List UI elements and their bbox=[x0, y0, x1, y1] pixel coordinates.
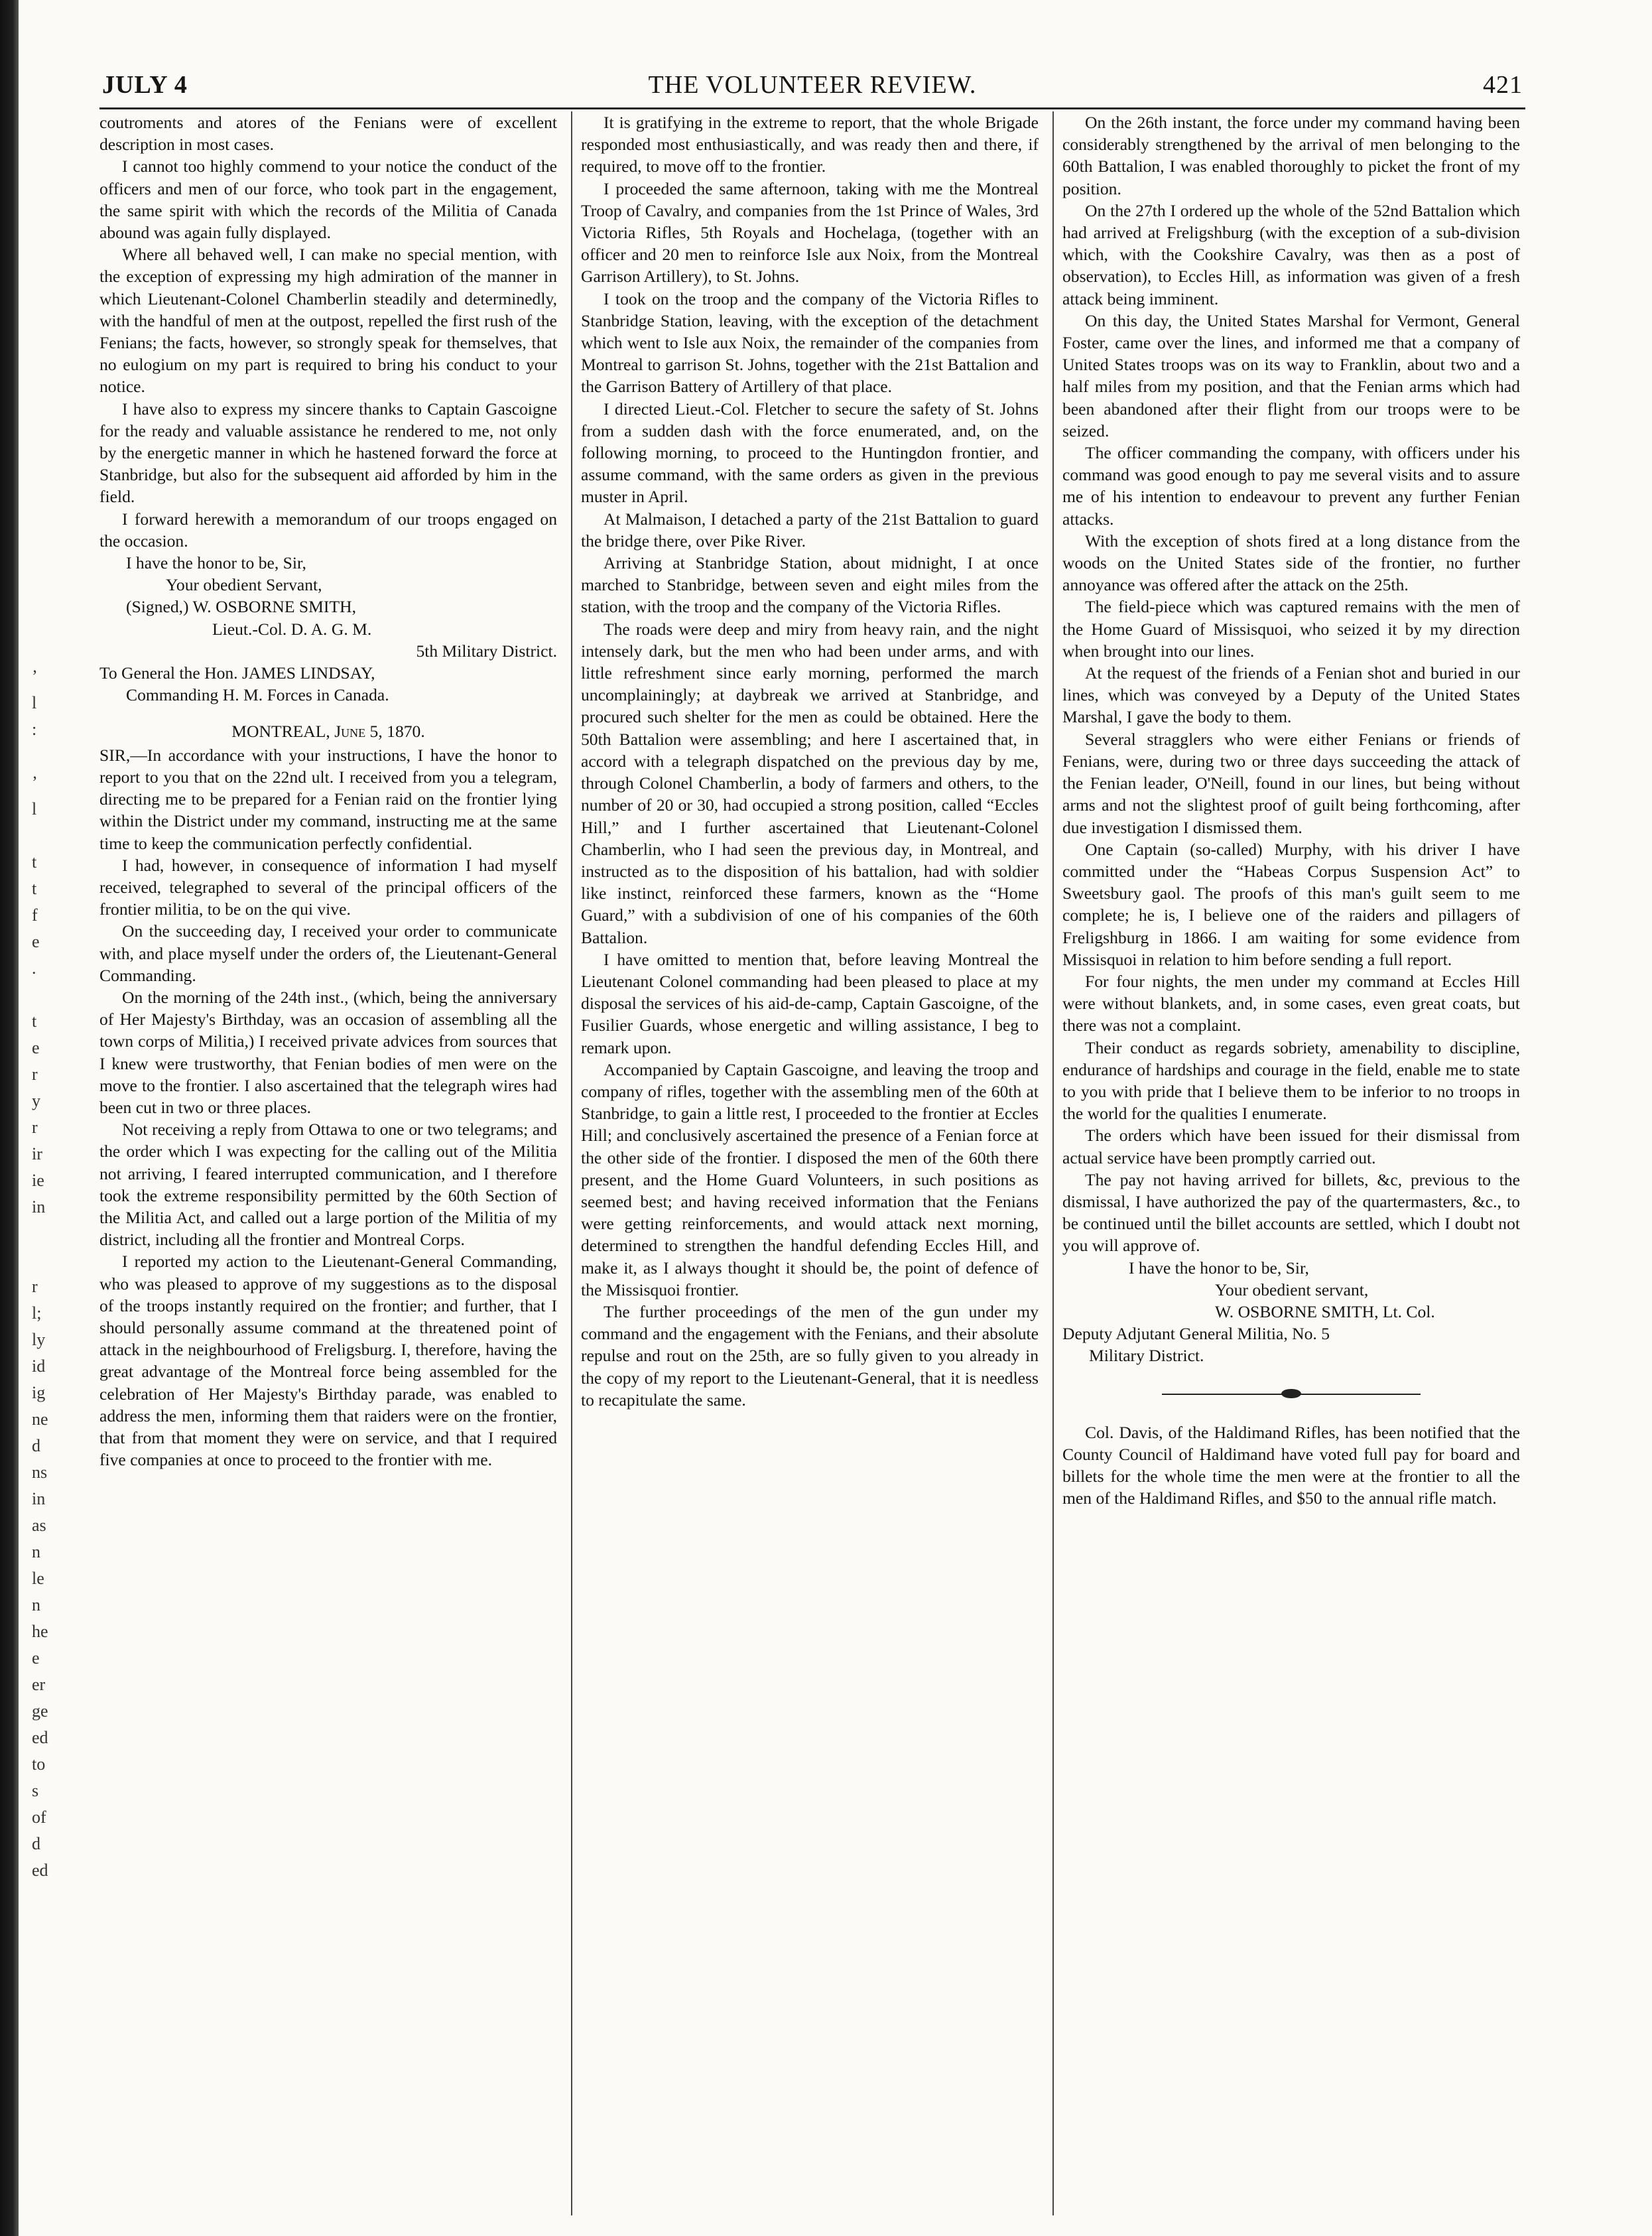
signature-line: Your obedient Servant, bbox=[166, 575, 322, 595]
paragraph: I proceeded the same afternoon, taking with me the Montreal Troop of Cavalry, and companies from the 1st Prince of Wales, 3rd Victoria Rifles, 5th Royals and Hochelaga, (together with an officer and 20 men to reinforce Isle aux Noix, from the Montreal Garrison Artillery), to St. Johns. bbox=[581, 178, 1039, 287]
margin-fragment: as bbox=[32, 1516, 46, 1535]
margin-fragment: to bbox=[32, 1754, 46, 1774]
margin-fragment bbox=[32, 1220, 105, 1247]
paragraph: On the morning of the 24th inst., (which, being the anniversary of Her Majesty's Birthday, was an occasion of assembling all the town corps of Militia,) I received private advices from sources that I knew were trustworthy, that Fenian bodies of men were on the move to the frontier. I also ascertained that the telegraph wires had been cut in two or three places. bbox=[99, 987, 557, 1117]
margin-fragment: . bbox=[32, 958, 36, 978]
margin-fragment: l; bbox=[32, 1303, 42, 1323]
publication-title: THE VOLUNTEER REVIEW. bbox=[648, 71, 977, 99]
paragraph: The officer commanding the company, with officers under his command was good enough to pay me several visits and to assure me of his intention to endeavour to prevent any further Fenian attacks. bbox=[1062, 443, 1520, 529]
margin-fragment: y bbox=[32, 1091, 40, 1110]
margin-fragment: le bbox=[32, 1569, 44, 1588]
paragraph: It is gratifying in the extreme to report, that the whole Brigade responded most enthusiastically, and was ready then and there, if required, to move off to the frontier. bbox=[581, 113, 1039, 176]
margin-fragment: ns bbox=[32, 1463, 48, 1482]
paragraph: On the succeeding day, I received your order to communicate with, and place myself under the orders of, the Lieutenant-General Commanding. bbox=[99, 921, 557, 985]
paragraph: At the request of the friends of a Fenian shot and buried in our lines, which was conveyed by a Deputy of the United States Marshal, I gave the body to them. bbox=[1062, 663, 1520, 727]
signature-name: (Signed,) W. OSBORNE SMITH, bbox=[126, 597, 356, 617]
paragraph: I forward herewith a memorandum of our troops engaged on the occasion. bbox=[99, 509, 557, 551]
margin-fragment: n bbox=[32, 1542, 40, 1561]
margin-fragment: id bbox=[32, 1356, 46, 1376]
signature-district: Military District. bbox=[1089, 1346, 1204, 1366]
margin-fragment bbox=[32, 743, 105, 769]
paragraph: The further proceedings of the men of the gun under my command and the engagement with the Fenians, and their absolute repulse and rout on the 25th, are so fully given to you already in the copy of my report to the Lieutenant-General, that it is needless to recapitulate the same. bbox=[581, 1301, 1039, 1410]
paragraph: Several stragglers who were either Fenians or friends of Fenians, were, during two or three days succeeding the attack of the Fenian leader, O'Neill, found in our lines, but being without arms and not the slightest proof of guilt being forthcoming, after due investigation I dismissed them. bbox=[1062, 729, 1520, 837]
paragraph: I directed Lieut.-Col. Fletcher to secure the safety of St. Johns from a sudden dash with the force enumerated, and, on the following morning, to proceed to the Huntingdon frontier, and assume command, with the same orders as given in the previous muster in April. bbox=[581, 399, 1039, 507]
paragraph: The roads were deep and miry from heavy rain, and the night intensely dark, but the men who had been under arms, and with little refreshment since early morning, performed the march uncomplainingly; at daybreak we arrived at Stanbridge, and procured such shelter for the men as could be obtained. Here the 50th Battalion were assembling; and here I ascertained that, in accord with a telegraph dispatched on the previous day by me, through Colonel Chamberlin, a body of farmers and others, to the number of 20 or 30, had occupied a strong position, called “Eccles Hill,” and I further ascertained that Lieutenant-Colonel Chamberlin, who I had seen the previous day, in Montreal, and instructed as to the disposition of his battalion, had with soldier like instinct, reinforced these farmers, known as the “Home Guard,” with a subdivision of one of his companies of the 60th Battalion. bbox=[581, 619, 1039, 947]
paragraph: Their conduct as regards sobriety, amenability to discipline, endurance of hardships and courage in the field, enable me to state to you with pride that I believe them to be inferior to no troops in the world for the qualities I enumerate. bbox=[1062, 1037, 1520, 1124]
margin-fragment: ed bbox=[32, 1861, 48, 1880]
margin-fragment: s bbox=[32, 1781, 39, 1800]
margin-fragment: r bbox=[32, 1118, 38, 1137]
paragraph: On the 26th instant, the force under my command having been considerably strengthened by the arrival of men belonging to the 60th Battalion, I was enabled thoroughly to picket the front of my position. bbox=[1062, 113, 1520, 198]
margin-fragment: he bbox=[32, 1622, 48, 1641]
column-2 bbox=[581, 111, 1039, 2215]
paragraph: Where all behaved well, I can make no special mention, with the exception of expressing my high admiration of the manner in which Lieutenant-Colonel Chamberlin steadily and determinedly, with the handful of men at the outpost, repelled the first rush of the Fenians; the facts, however, so strongly speak for themselves, that no eulogium on my part is required to bring his conduct to your notice. bbox=[99, 245, 557, 397]
margin-fragment: in bbox=[32, 1197, 46, 1217]
margin-fragment: ir bbox=[32, 1144, 42, 1163]
cropped-margin-text bbox=[32, 663, 105, 1884]
margin-fragment: t bbox=[32, 852, 37, 872]
dateline: MONTREAL, June 5, 1870. bbox=[231, 722, 425, 742]
margin-fragment: l bbox=[32, 799, 37, 819]
margin-fragment: in bbox=[32, 1489, 46, 1508]
paragraph: I had, however, in consequence of information I had myself received, telegraphed to several of the principal officers of the frontier militia, to be on the qui vive. bbox=[99, 855, 557, 919]
paragraph: The orders which have been issued for their dismissal from actual service have been promptly carried out. bbox=[1062, 1126, 1520, 1167]
margin-fragment: ’ bbox=[32, 667, 38, 686]
paragraph: With the exception of shots fired at a long distance from the woods on the United States side of the frontier, no further annoyance was offered after the attack on the 25th. bbox=[1062, 531, 1520, 595]
signature-rank: Deputy Adjutant General Militia, No. 5 bbox=[1062, 1324, 1330, 1344]
margin-fragment bbox=[32, 982, 105, 1008]
divider-dot bbox=[1281, 1389, 1301, 1398]
signature-district: 5th Military District. bbox=[416, 641, 557, 661]
paragraph: One Captain (so-called) Murphy, with his driver I have committed under the “Habeas Corpus Suspension Act” to Sweetsbury gaol. The proofs of this man's guilt seem to me complete; he is, I believe one of the raiders and pillagers of Freligshburg in 1866. I am waiting for some evidence from Missisquoi in relation to him before sending a full report. bbox=[1062, 839, 1520, 969]
margin-fragment: ne bbox=[32, 1410, 48, 1429]
paragraph: At Malmaison, I detached a party of the 21st Battalion to guard the bridge there, over Pike River. bbox=[581, 509, 1039, 551]
addressee-title: Commanding H. M. Forces in Canada. bbox=[126, 685, 389, 705]
margin-fragment: e bbox=[32, 1648, 40, 1668]
paragraph: I have omitted to mention that, before leaving Montreal the Lieutenant Colonel commanding had been pleased to place at my disposal the services of his aid-de-camp, Captain Gascoigne, of the Fusilier Guards, whose energetic and willing assistance, I beg to remark upon. bbox=[581, 949, 1039, 1057]
margin-fragment: d bbox=[32, 1834, 40, 1853]
margin-fragment: ie bbox=[32, 1171, 44, 1190]
masthead bbox=[99, 66, 1525, 109]
paragraph: Arriving at Stanbridge Station, about midnight, I at once marched to Stanbridge, between seven and eight miles from the station, with the troop and the company of the Victoria Rifles. bbox=[581, 553, 1039, 617]
paragraph: On the 27th I ordered up the whole of the 52nd Battalion which had arrived at Freligshburg (with the exception of a sub-division which, with the Cookshire Cavalry, was then as a post of observation), to Eccles Hill, as information was given of a fresh attack being imminent. bbox=[1062, 200, 1520, 308]
signature-name: W. OSBORNE SMITH, Lt. Col. bbox=[1215, 1301, 1435, 1321]
margin-fragment bbox=[32, 822, 105, 849]
margin-fragment: e bbox=[32, 932, 40, 951]
signature-rank: Lieut.-Col. D. A. G. M. bbox=[212, 619, 372, 639]
paragraph: I reported my action to the Lieutenant-General Commanding, who was pleased to approve of my suggestions as to the disposal of the troops instantly required on the frontier; and further, that I should personally assume command at the threatened point of attack in the neighbourhood of Freligsburg. I, therefore, having the great advantage of the Montreal force being assembled for the celebration of Her Majesty's Birthday parade, was enabled to address the men, informing them that raiders were on the frontier, that from that moment they were on service, and that I required five companies at once to proceed to the frontier with me. bbox=[99, 1252, 557, 1470]
margin-fragment bbox=[32, 1247, 105, 1274]
paragraph: I have also to express my sincere thanks to Captain Gascoigne for the ready and valuable assistance he rendered to me, not only by the energetic manner in which he hastened forward the force at Stanbridge, but also for the subsequent aid afforded by him in the field. bbox=[99, 399, 557, 507]
paragraph: The pay not having arrived for billets, &c, previous to the dismissal, I have authorized the pay of the quartermasters, &c., to be continued until the billet accounts are settled, which I doubt not you will approve of. bbox=[1062, 1169, 1520, 1256]
margin-fragment: ly bbox=[32, 1330, 46, 1349]
margin-fragment: ge bbox=[32, 1701, 48, 1721]
column-1 bbox=[99, 111, 557, 2215]
margin-fragment: e bbox=[32, 1038, 40, 1057]
paragraph: Not receiving a reply from Ottawa to one or two telegrams; and the order which I was expecting for the calling out of the Militia not arriving, I feared interrupted communication, and I therefore took the extreme responsibility permitted by the 60th Section of the Militia Act, and called out a large portion of the Militia of my district, including all the frontier and Montreal Corps. bbox=[99, 1120, 557, 1250]
margin-fragment: d bbox=[32, 1436, 40, 1455]
paragraph: coutroments and atores of the Fenians were of excellent description in most cases. bbox=[99, 113, 557, 155]
section-divider-ornament bbox=[1062, 1378, 1520, 1411]
margin-fragment: r bbox=[32, 1277, 38, 1296]
margin-fragment: f bbox=[32, 905, 38, 925]
paragraph: I took on the troop and the company of the Victoria Rifles to Stanbridge Station, leaving, with the exception of the detachment which went to Isle aux Noix, the remainder of the companies from Montreal to garrison St. Johns, together with the 21st Battalion and the Garrison Battery of Artillery of that place. bbox=[581, 289, 1039, 397]
paragraph: Col. Davis, of the Haldimand Rifles, has been notified that the County Council of Haldimand have voted full pay for board and billets for the whole time the men were at the frontier to all the men of the Haldimand Rifles, and $50 to the annual rifle match. bbox=[1062, 1422, 1520, 1508]
column-3 bbox=[1062, 111, 1520, 2215]
margin-fragment: n bbox=[32, 1595, 40, 1614]
margin-fragment: of bbox=[32, 1808, 46, 1827]
signature-line: Your obedient servant, bbox=[1215, 1280, 1369, 1299]
margin-fragment: ed bbox=[32, 1728, 48, 1747]
paragraph: For four nights, the men under my command at Eccles Hill were without blankets, and, in some cases, even great coats, but there was not a complaint. bbox=[1062, 971, 1520, 1035]
signature-block bbox=[1062, 1257, 1520, 1367]
margin-fragment: ’ bbox=[32, 773, 38, 792]
signature-line: I have the honor to be, Sir, bbox=[1129, 1258, 1309, 1278]
paragraph: SIR,—In accordance with your instructions, I have the honor to report to you that on the 22nd ult. I received from you a telegram, directing me to be prepared for a Fenian raid on the frontier lying within the District under my command, instructing me at the same time to keep the communication perfectly confidential. bbox=[99, 745, 557, 853]
paragraph: On this day, the United States Marshal for Vermont, General Foster, came over the lines, and informed me that a company of United States troops was on its way to Franklin, about two and a half miles from my position, and that the Fenian arms which had been abandoned after their flight from our troops were to be seized. bbox=[1062, 310, 1520, 440]
issue-date: JULY 4 bbox=[102, 71, 188, 99]
newspaper-page bbox=[99, 66, 1525, 2215]
addressee: To General the Hon. JAMES LINDSAY, bbox=[99, 663, 375, 683]
signature-line: I have the honor to be, Sir, bbox=[126, 553, 306, 573]
columns bbox=[99, 111, 1525, 2215]
margin-fragment: ig bbox=[32, 1383, 46, 1402]
paragraph: I cannot too highly commend to your notice the conduct of the officers and men of our force, who took part in the engagement, the same spirit with which the records of the Militia of Canada abound was again fully displayed. bbox=[99, 157, 557, 243]
margin-fragment: er bbox=[32, 1675, 46, 1694]
paragraph: The field-piece which was captured remains with the men of the Home Guard of Missisquoi, who seized it by my direction when brought into our lines. bbox=[1062, 597, 1520, 661]
margin-fragment: t bbox=[32, 1012, 37, 1031]
margin-fragment: t bbox=[32, 879, 37, 898]
paragraph: Accompanied by Captain Gascoigne, and leaving the troop and company of rifles, together with the assembling men of the 60th at Stanbridge, to gain a little rest, I proceeded to the frontier at Eccles Hill; and conclusively ascertained the presence of a Fenian force at the other side of the frontier. I disposed the men of the 60th there present, and the Home Guard Volunteers, in such positions as seemed best; and having received information that the Fenians were getting reinforcements, and would attack next morning, determined to strengthen the handful defending Eccles Hill, and make it, as I always thought it should be, the point of defence of the Missisquoi frontier. bbox=[581, 1059, 1039, 1299]
margin-fragment: l bbox=[32, 693, 37, 712]
page-number: 421 bbox=[1483, 71, 1523, 99]
signature-block bbox=[99, 552, 557, 706]
binding-shadow bbox=[0, 0, 19, 2236]
margin-fragment: r bbox=[32, 1065, 38, 1084]
margin-fragment: : bbox=[32, 720, 37, 739]
